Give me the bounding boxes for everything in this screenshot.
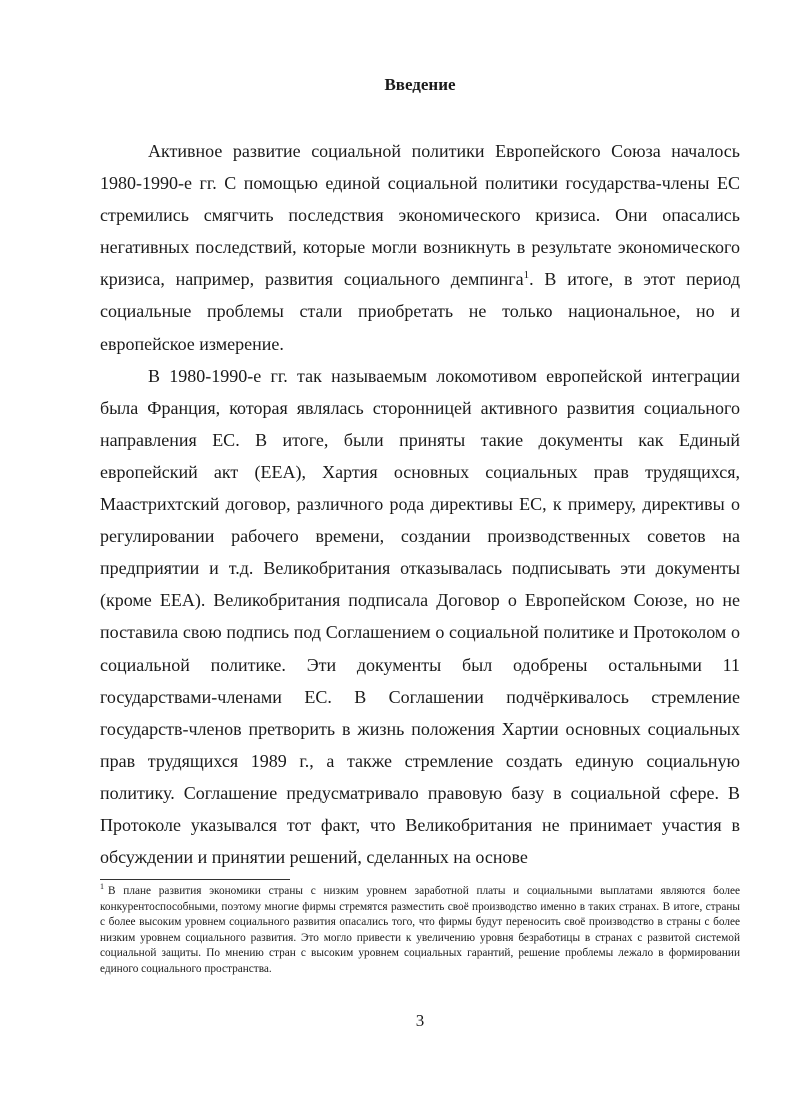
footnote-separator (100, 879, 290, 880)
footnote-text: В плане развития экономики страны с низким уровнем заработной платы и социальными выплатами являются более конкурентоспособными, поэтому многие фирмы стремятся разместить своё производство именно в таких странах. В итоге, страны с более высоким уровнем социального развития опасались того, что фирмы будут переносить своё производство в страны с более низким уровнем социального развития. Это могло привести к увеличению уровня безработицы в странах с развитой системой социальной защиты. По мнению стран с высоким уровнем социальных гарантий, решение проблемы лежало в формировании единого социального пространства. (100, 885, 740, 975)
paragraph-1-text-start: Активное развитие социальной политики Европейского Союза началось 1980-1990-е гг. С помощью единой социальной политики государства-члены ЕС стремились смягчить последствия экономического кризиса. Они опасались негативных последствий, которые могли возникнуть в результате экономического кризиса, например, развития социального демпинга (100, 141, 740, 290)
paragraph-1 (100, 135, 740, 360)
paragraph-1-text-end: . В итоге, в этот период социальные проблемы стали приобретать не только национальное, но и европейское измерение. (100, 269, 740, 354)
footnote-reference: 1 (523, 269, 530, 282)
footnote-mark: 1 (100, 882, 104, 892)
page-number: 3 (415, 1011, 425, 1030)
footnote (100, 884, 740, 978)
body-text (100, 135, 740, 873)
paragraph-2: В 1980-1990-е гг. так называемым локомотивом европейской интеграции была Франция, которая являлась сторонницей активного развития социального направления ЕС. В итоге, были приняты такие документы как Единый европейский акт (ЕЕА), Хартия основных социальных прав трудящихся, Маастрихтский договор, различного рода директивы ЕС, к примеру, директивы о регулировании рабочего времени, создании производственных советов на предприятии и т.д. Великобритания отказывалась подписывать эти документы (кроме ЕЕА). Великобритания подписала Договор о Европейском Союзе, но не поставила свою подпись под Соглашением о социальной политике и Протоколом о социальной политике. Эти документы был одобрены остальными 11 государствами-членами ЕС. В Соглашении подчёркивалось стремление государств-членов претворить в жизнь положения Хартии основных социальных прав трудящихся 1989 г., а также стремление создать единую социальную политику. Соглашение предусматривало правовую базу в социальной сфере. В Протоколе указывался тот факт, что Великобритания не принимает участия в обсуждении и принятии решений, сделанных на основе (100, 365, 740, 868)
section-title: Введение (384, 75, 456, 94)
